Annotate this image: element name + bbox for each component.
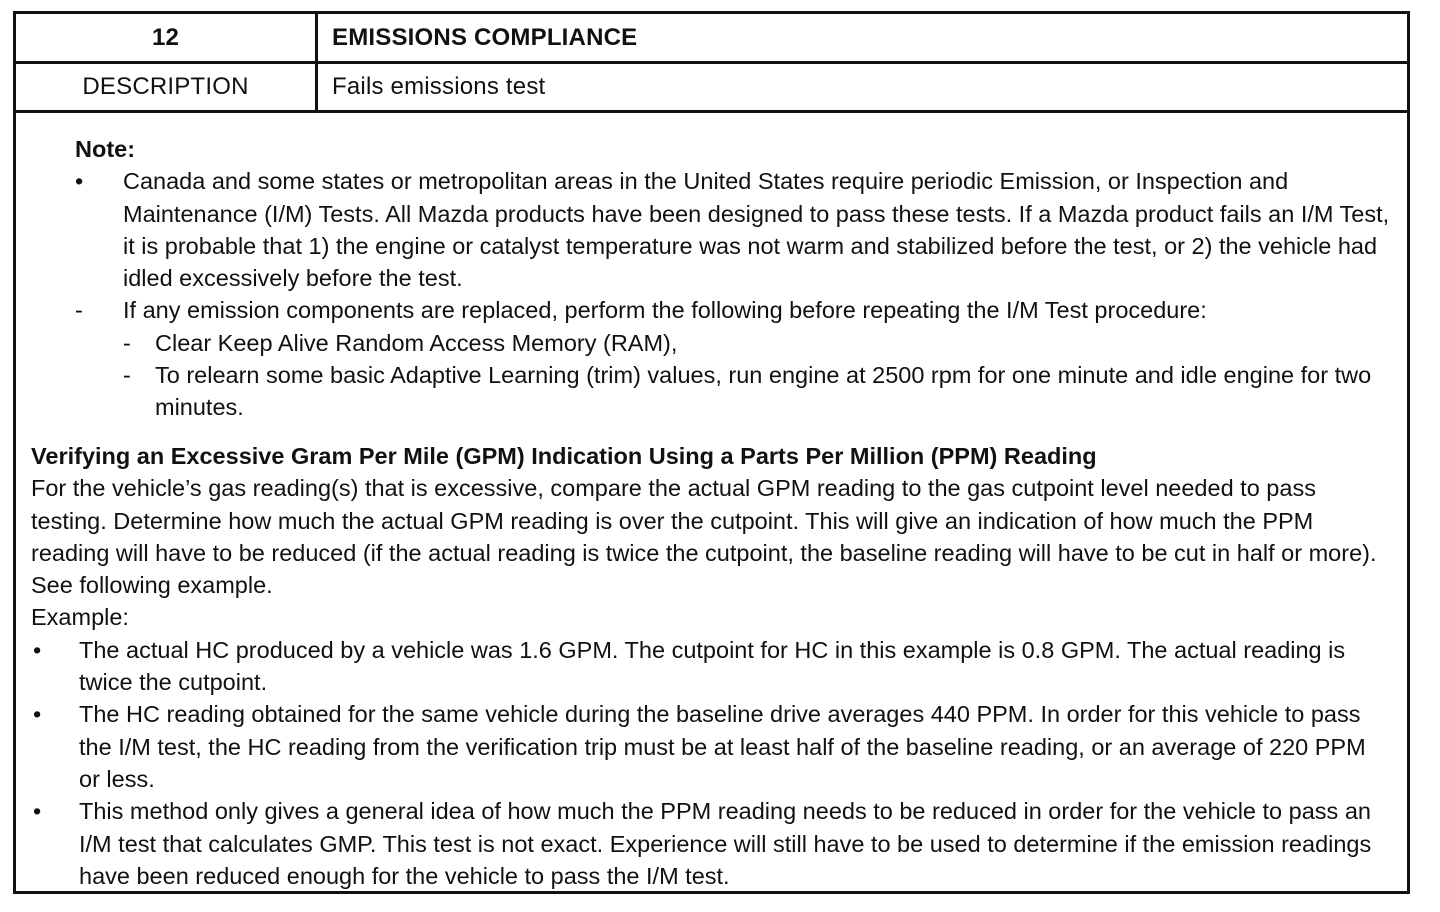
example-item <box>31 795 1391 892</box>
note-subitem <box>75 359 1395 424</box>
note-item <box>75 165 1395 294</box>
verify-block <box>31 440 1391 892</box>
note-item-text: If any emission components are replaced, perform the following before repeating the I/M Test procedure: <box>123 297 1207 324</box>
note-item-text: Canada and some states or metropolitan areas in the United States require periodic Emission, or Inspection and Maintenance (I/M) Tests. All Mazda products have been designed to pass these tests. If a Mazda product fails an I/M Test, it is probable that 1) the engine or catalyst temperature was not warm and stabilized before the test, or 2) the vehicle had idled excessively before the test. <box>123 168 1390 292</box>
dash-marker: - <box>123 329 131 356</box>
header-row-description <box>16 64 1407 113</box>
example-label: Example: <box>31 604 129 631</box>
bullet-marker: • <box>75 168 84 195</box>
verify-paragraph: For the vehicle’s gas reading(s) that is excessive, compare the actual GPM reading to the gas cutpoint level needed to pass testing. Determine how much the actual GPM reading is over the cutpoint. This will give an indication of how much the PPM reading will have to be reduced (if the actual reading is twice the cutpoint, the baseline reading will have to be cut in half or more). See following example. <box>31 475 1377 599</box>
bullet-marker: • <box>33 798 42 825</box>
note-subitem-text: Clear Keep Alive Random Access Memory (RAM), <box>155 329 678 356</box>
example-item-text: The HC reading obtained for the same vehicle during the baseline drive averages 440 PPM. In order for this vehicle to pass the I/M test, the HC reading from the verification trip must be at least half of the baseline reading, or an average of 220 PPM or less. <box>79 701 1366 792</box>
verify-heading: Verifying an Excessive Gram Per Mile (GPM) Indication Using a Parts Per Million (PPM) Reading <box>31 443 1097 469</box>
example-item-text: The actual HC produced by a vehicle was 1.6 GPM. The cutpoint for HC in this example is 0.8 GPM. The actual reading is twice the cutpoint. <box>79 636 1346 696</box>
description-label: DESCRIPTION <box>16 64 318 110</box>
example-item-text: This method only gives a general idea of how much the PPM reading needs to be reduced in order for the vehicle to pass an I/M test that calculates GMP. This test is not exact. Experience will still have to be used to determine if the emission readings have been reduced enough for the vehicle to pass the I/M test. <box>79 798 1372 889</box>
note-subitem-text: To relearn some basic Adaptive Learning (trim) values, run engine at 2500 rpm for one minute and idle engine for two minutes. <box>155 362 1372 421</box>
header-row-title <box>16 14 1407 64</box>
note-subitem <box>75 327 1395 359</box>
procedure-body <box>16 113 1407 891</box>
note-title: Note: <box>75 136 136 162</box>
bullet-marker: • <box>33 701 42 728</box>
dash-marker: - <box>75 297 83 324</box>
example-item <box>31 634 1391 699</box>
section-number: 12 <box>16 14 318 61</box>
dash-marker: - <box>123 362 131 389</box>
procedure-sheet <box>13 11 1410 894</box>
bullet-marker: • <box>33 636 42 663</box>
note-block <box>75 133 1395 424</box>
note-item <box>75 294 1395 326</box>
description-value: Fails emissions test <box>332 73 546 100</box>
example-item <box>31 698 1391 795</box>
section-title: EMISSIONS COMPLIANCE <box>332 23 638 51</box>
